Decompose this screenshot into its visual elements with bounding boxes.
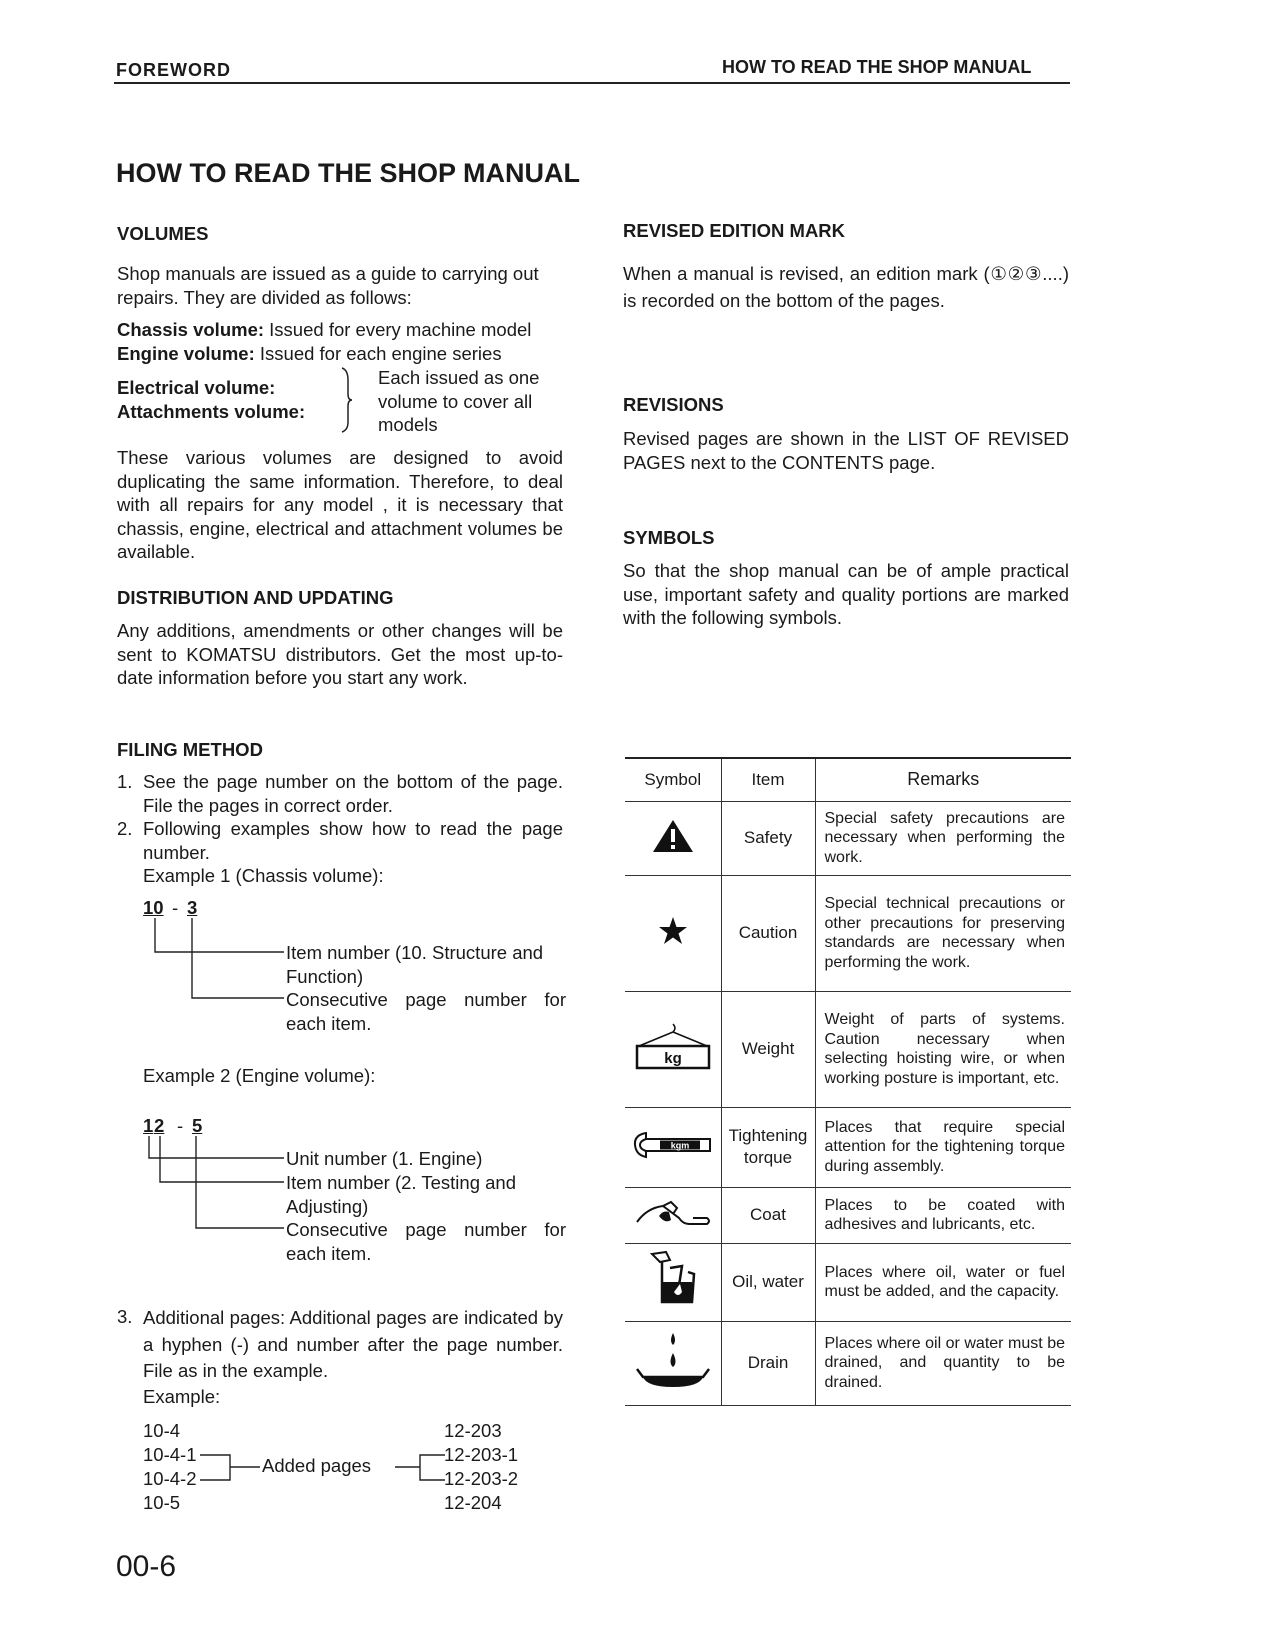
item-tightening-torque: Tightening torque — [721, 1107, 815, 1187]
right-page-3: 12-203-2 — [444, 1468, 519, 1489]
distribution-heading: DISTRIBUTION AND UPDATING — [117, 587, 394, 608]
ex2-code-b: 5 — [192, 1115, 203, 1136]
ex1-leader-lines — [150, 918, 290, 1008]
right-page-1: 12-203 — [444, 1420, 502, 1441]
filing-item3: Additional pages: Additional pages are indicated by a hyphen (-) and number after the page number. File as in the example. — [143, 1307, 563, 1381]
symbols-text: So that the shop manual can be of ample practical use, important safety and quality portions are marked with the following symbols. — [623, 560, 1069, 628]
ex2-code-a1: 1 — [143, 1115, 154, 1136]
item-caution: Caution — [721, 875, 815, 991]
coat-tube-icon — [625, 1187, 721, 1243]
header-left: FOREWORD — [116, 60, 231, 80]
remarks-coat: Places to be coated with adhesives and lubricants, etc. — [815, 1187, 1071, 1243]
volumes-intro: Shop manuals are issued as a guide to carrying out repairs. They are divided as follows: — [117, 263, 539, 308]
wrench-kgm-icon — [625, 1107, 721, 1187]
remarks-drain: Places where oil or water must be drained, and quantity to be drained. — [815, 1321, 1071, 1405]
left-page-2: 10-4-1 — [143, 1444, 197, 1465]
item-coat: Coat — [721, 1187, 815, 1243]
remarks-tightening-torque: Places that require special attention for the tightening torque during assembly. — [815, 1107, 1071, 1187]
ex1-dash: - — [172, 897, 179, 918]
ex1-code-a: 10 — [143, 897, 164, 918]
table-row — [625, 1321, 1071, 1405]
weight-icon-text: kg — [663, 1049, 682, 1067]
table-row — [625, 1243, 1071, 1321]
left-page-4: 10-5 — [143, 1492, 181, 1513]
right-page-2: 12-203-1 — [444, 1444, 519, 1465]
ex2-label3: Consecutive page number for each item. — [286, 1219, 566, 1264]
revisions-text: Revised pages are shown in the LIST OF REVISED PAGES next to the CONTENTS page. — [623, 428, 1069, 473]
example1-label: Example 1 (Chassis volume): — [143, 865, 384, 886]
engine-text: Issued for each engine series — [254, 343, 502, 364]
page-number: 00-6 — [116, 1550, 177, 1583]
ex2-dash: - — [177, 1115, 184, 1136]
filing-item3-number: 3. — [117, 1306, 133, 1327]
revisions-heading: REVISIONS — [623, 394, 724, 415]
engine-line — [117, 342, 587, 366]
remarks-caution: Special technical precautions or other precautions for preserving standards are necessary when performing the work. — [815, 875, 1071, 991]
ex2-leader-lines — [145, 1136, 290, 1232]
page-title: HOW TO READ THE SHOP MANUAL — [116, 158, 581, 188]
each-issued-text: Each issued as one volume to cover all models — [378, 367, 540, 435]
electrical-label: Electrical volume: — [117, 377, 276, 398]
added-pages-label: Added pages — [262, 1455, 372, 1476]
distribution-text: Any additions, amendments or other changes will be sent to KOMATSU distributors. Get the most up-to-date information before you start any work. — [117, 620, 563, 688]
ex2-label1: Unit number (1. Engine) — [286, 1148, 483, 1169]
torque-icon-text: kgm — [670, 1140, 690, 1150]
col-symbol: Symbol — [644, 769, 702, 789]
ex1-code-b: 3 — [187, 897, 198, 918]
filing-item1-number: 1. — [117, 771, 133, 792]
symbols-table — [625, 759, 1071, 1406]
table-row — [625, 801, 1071, 875]
filing-heading: FILING METHOD — [117, 739, 263, 760]
chassis-text: Issued for every machine model — [264, 319, 532, 340]
weight-kg-icon — [625, 991, 721, 1107]
filing-item1: See the page number on the bottom of the page. File the pages in correct order. — [143, 771, 563, 816]
right-page-4: 12-204 — [444, 1492, 502, 1513]
chassis-label: Chassis volume: — [117, 319, 265, 340]
remarks-weight: Weight of parts of systems. Caution necessary when selecting hoisting wire, or when working posture is important, etc. — [815, 991, 1071, 1107]
left-page-3: 10-4-2 — [143, 1468, 197, 1489]
chassis-line — [117, 318, 587, 342]
symbols-heading: SYMBOLS — [623, 527, 715, 548]
item-safety: Safety — [721, 801, 815, 875]
item-weight: Weight — [721, 991, 815, 1107]
table-row — [625, 1187, 1071, 1243]
example-label: Example: — [143, 1386, 221, 1407]
table-header-row — [625, 759, 1071, 801]
ex2-code-a2: 2 — [154, 1115, 165, 1136]
star-icon — [625, 875, 721, 991]
table-row — [625, 1107, 1071, 1187]
volumes-brace — [340, 366, 356, 434]
header-rule — [114, 82, 1070, 84]
item-oil-water: Oil, water — [721, 1243, 815, 1321]
attachments-label: Attachments volume: — [117, 401, 306, 422]
left-page-1: 10-4 — [143, 1420, 181, 1441]
col-remarks: Remarks — [815, 759, 1071, 801]
header-right: HOW TO READ THE SHOP MANUAL — [722, 57, 1032, 77]
drain-icon — [625, 1321, 721, 1405]
engine-label: Engine volume: — [117, 343, 255, 364]
remarks-safety: Special safety precautions are necessary when performing the work. — [815, 801, 1071, 875]
ex2-label2: Item number (2. Testing and Adjusting) — [286, 1172, 517, 1217]
warning-triangle-icon — [625, 801, 721, 875]
revised-mark-text: When a manual is revised, an edition mark (①②③....) is recorded on the bottom of the pages. — [623, 263, 1069, 311]
example2-label: Example 2 (Engine volume): — [143, 1065, 376, 1086]
ex1-label2: Consecutive page number for each item. — [286, 989, 566, 1034]
table-row — [625, 875, 1071, 991]
remarks-oil-water: Places where oil, water or fuel must be added, and the capacity. — [815, 1243, 1071, 1321]
filing-item2: Following examples show how to read the page number. — [143, 818, 563, 863]
col-item: Item — [721, 759, 815, 801]
revised-mark-heading: REVISED EDITION MARK — [623, 220, 846, 241]
volumes-paragraph: These various volumes are designed to avoid duplicating the same information. Therefore, to deal with all repairs for any model , it is necessary that chassis, engine, electrical and attachment volumes be available. — [117, 447, 563, 562]
item-drain: Drain — [721, 1321, 815, 1405]
oil-can-icon — [625, 1243, 721, 1321]
filing-item2-number: 2. — [117, 818, 133, 839]
ex1-label1: Item number (10. Structure and Function) — [286, 942, 544, 987]
volumes-heading: VOLUMES — [117, 223, 209, 244]
table-row — [625, 991, 1071, 1107]
